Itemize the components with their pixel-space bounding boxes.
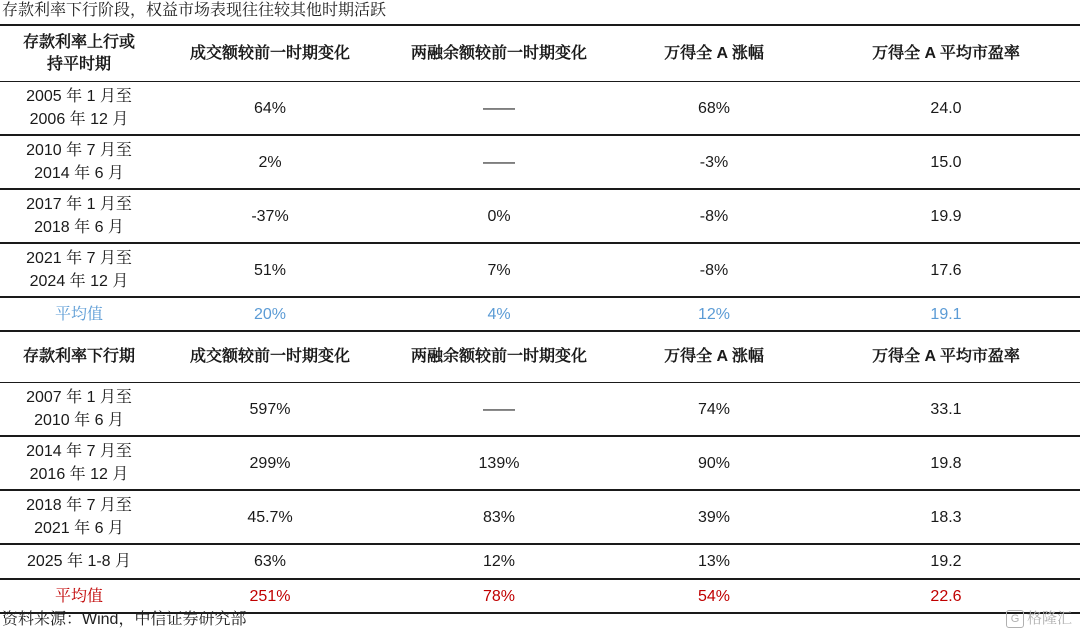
volume-cell: 2% — [258, 153, 282, 171]
index-cell: -3% — [699, 153, 729, 171]
table-row — [0, 491, 1080, 545]
header-cell: 万得全 A 涨幅 — [664, 348, 764, 365]
volume-cell: 64% — [253, 99, 287, 117]
index-cell: 74% — [697, 400, 731, 418]
pe-cell: 22.6 — [930, 587, 962, 605]
header-cell: 成交额较前一时期变化 — [189, 44, 350, 62]
index-cell: 90% — [697, 454, 731, 472]
margin-cell: —— — [483, 153, 515, 171]
margin-cell: 4% — [487, 305, 511, 323]
watermark-text: 格隆汇 — [1026, 610, 1072, 627]
average-row — [0, 298, 1080, 332]
period-cell: 2014 年 7 月至 2016 年 12 月 — [26, 443, 132, 483]
watermark-logo-icon: G — [1006, 610, 1024, 628]
section1-header-row — [0, 24, 1080, 82]
table-row — [0, 136, 1080, 190]
index-cell: 12% — [697, 305, 731, 323]
table-row — [0, 190, 1080, 244]
index-cell: -8% — [699, 261, 729, 279]
index-cell: -8% — [699, 207, 729, 225]
pe-cell: 24.0 — [930, 99, 962, 117]
header-cell: 万得全 A 平均市盈率 — [872, 44, 1020, 62]
volume-cell: 45.7% — [247, 508, 293, 526]
period-cell: 2017 年 1 月至 2018 年 6 月 — [26, 196, 132, 236]
margin-cell: —— — [483, 400, 515, 418]
volume-cell: 597% — [249, 400, 291, 418]
watermark — [1006, 608, 1072, 630]
volume-cell: -37% — [251, 207, 289, 225]
period-cell: 2005 年 1 月至 2006 年 12 月 — [26, 88, 132, 128]
pe-cell: 33.1 — [930, 400, 962, 418]
volume-cell: 63% — [253, 553, 287, 570]
average-label: 平均值 — [54, 305, 103, 323]
header-cell: 两融余额较前一时期变化 — [410, 348, 587, 365]
volume-cell: 20% — [253, 305, 287, 323]
table-row — [0, 82, 1080, 136]
section2-header-row — [0, 332, 1080, 383]
margin-cell: 12% — [482, 553, 516, 570]
margin-cell: 139% — [478, 454, 520, 472]
period-cell: 2025 年 1-8 月 — [26, 553, 132, 570]
data-table — [0, 24, 1080, 614]
period-cell: 2021 年 7 月至 2024 年 12 月 — [26, 250, 132, 290]
period-cell: 2010 年 7 月至 2014 年 6 月 — [26, 142, 132, 182]
volume-cell: 51% — [253, 261, 287, 279]
pe-cell: 15.0 — [930, 153, 962, 171]
pe-cell: 19.1 — [930, 305, 962, 323]
table-row — [0, 545, 1080, 580]
header-cell: 万得全 A 涨幅 — [664, 44, 764, 62]
period-cell: 2018 年 7 月至 2021 年 6 月 — [26, 497, 132, 537]
index-cell: 68% — [697, 99, 731, 117]
volume-cell: 299% — [249, 454, 291, 472]
table-row — [0, 437, 1080, 491]
pe-cell: 19.8 — [930, 454, 962, 472]
margin-cell: 78% — [482, 587, 516, 605]
volume-cell: 251% — [249, 587, 291, 605]
pe-cell: 18.3 — [930, 508, 962, 526]
table-row — [0, 244, 1080, 298]
header-cell: 存款利率下行期 — [22, 348, 135, 365]
table-row — [0, 383, 1080, 437]
header-cell: 万得全 A 平均市盈率 — [872, 348, 1020, 365]
margin-cell: 0% — [487, 207, 511, 225]
source-note: 资料来源：Wind，中信证券研究部 — [2, 611, 247, 628]
margin-cell: —— — [483, 99, 515, 117]
header-cell: 两融余额较前一时期变化 — [410, 44, 587, 62]
header-cell: 成交额较前一时期变化 — [189, 348, 350, 365]
pe-cell: 17.6 — [930, 261, 962, 279]
pe-cell: 19.2 — [930, 553, 962, 570]
index-cell: 54% — [697, 587, 731, 605]
period-cell: 2007 年 1 月至 2010 年 6 月 — [26, 389, 132, 429]
margin-cell: 7% — [487, 261, 511, 279]
margin-cell: 83% — [482, 508, 516, 526]
average-label: 平均值 — [54, 587, 103, 605]
index-cell: 13% — [697, 553, 731, 570]
pe-cell: 19.9 — [930, 207, 962, 225]
chart-title: 存款利率下行阶段，权益市场表现往往较其他时期活跃 — [2, 2, 387, 19]
index-cell: 39% — [697, 508, 731, 526]
header-cell: 存款利率上行或 持平时期 — [22, 33, 135, 73]
